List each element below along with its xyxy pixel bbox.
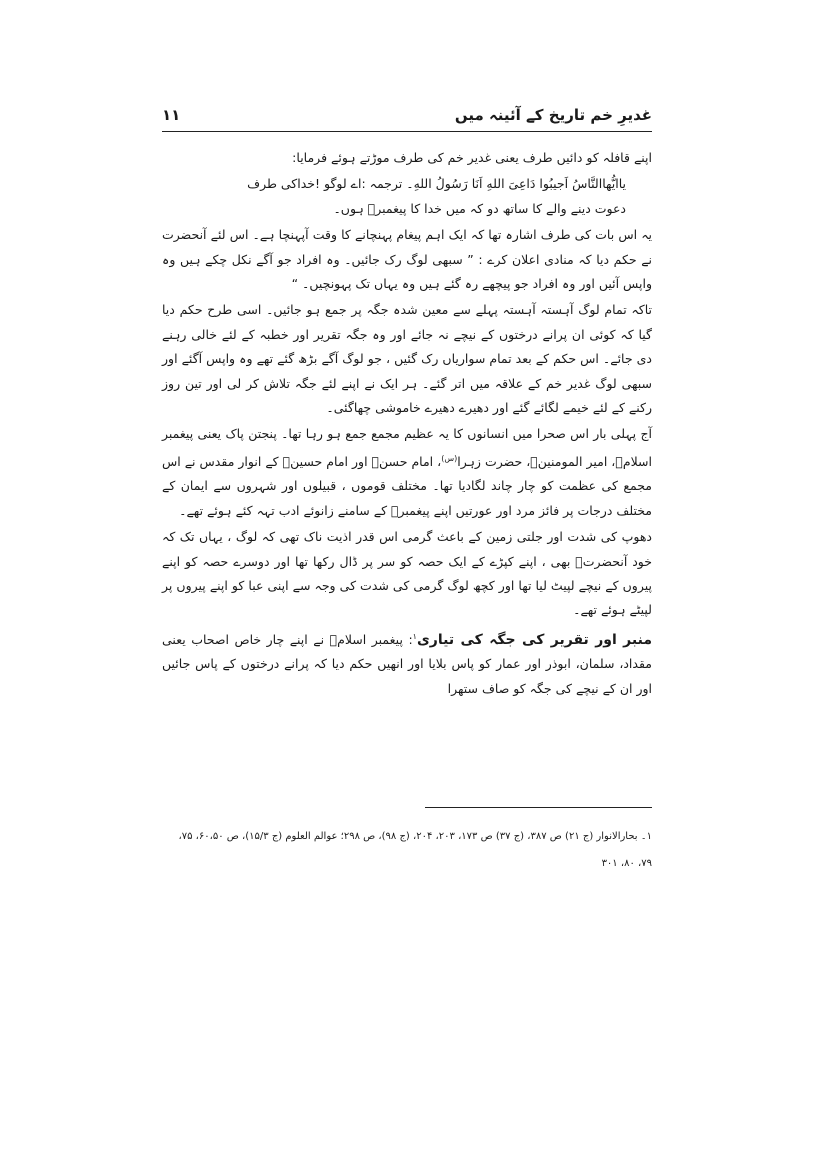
footnote-continuation: ۷۹، ۸۰، ۳۰۱ bbox=[601, 858, 652, 869]
footnote-marker: ۱ bbox=[412, 631, 417, 641]
paragraph bbox=[162, 422, 652, 523]
footnotes bbox=[162, 823, 652, 877]
section-heading: منبر اور تقریر کی جگہ کی تیاری bbox=[416, 632, 652, 649]
body-text bbox=[162, 146, 652, 703]
header-rule bbox=[162, 131, 652, 132]
paragraph-text: : پیغمبر اسلامؐ نے اپنے چار خاص اصحاب یعنی مقداد، سلمان، ابوذر اور عمار کو پاس بلایا اور انھیں حکم دیا کہ پرانے درختوں کے پاس جائیں اور ان کے نیچے کی جگہ کو صاف ستھرا bbox=[162, 632, 652, 696]
running-title: غدیرِ خم تاریخ کے آئینہ میں bbox=[454, 106, 652, 124]
footnote-rule bbox=[425, 807, 652, 808]
quoted-saying bbox=[162, 172, 652, 221]
paragraph bbox=[162, 625, 652, 701]
paragraph-text: آج پہلی بار اس صحرا میں انسانوں کا یہ عظیم مجمع جمع ہو رہا تھا۔ پنجتن پاک یعنی پیغمبر اسلامؐ، امیر المومنینؑ، حضرت زہرا bbox=[162, 426, 652, 470]
intro-line: اپنے قافلہ کو دائیں طرف یعنی غدیر خم کی طرف موڑتے ہوئے فرمایا: bbox=[292, 150, 652, 165]
paragraph: تاکہ تمام لوگ آہستہ آہستہ پہلے سے معین شدہ جگہ پر جمع ہو جائیں۔ اسی طرح حکم دیا گیا کہ کوئی ان پرانے درختوں کے نیچے نہ جائے اور وہ جگہ تقریر اور خطبہ کے لئے خالی رہنے دی جائے۔ اس حکم کے بعد تمام سواریاں رک گئیں ، جو لوگ آگے بڑھ گئے تھے وہ واپس آگئے اور سبھی لوگ غدیر خم کے علاقہ میں اتر گئے۔ ہر ایک نے اپنے لئے جگہ تلاش کر لی اور تین روز رکنے کے لئے خیمے لگائے گئے اور دھیرے دھیرے خاموشی چھاگئی۔ bbox=[162, 302, 652, 416]
page-header bbox=[162, 106, 652, 128]
footnote: ۱۔ بحارالانوار (ج ۲۱) ص ۳۸۷، (ج ۳۷) ص ۱۷۳، ۲۰۳، ۲۰۴، (ج ۹۸)، ص ۲۹۸؛ عوالم العلوم (ج ۱۵/۳)، ص ۶۰،۵۰، ۷۵، bbox=[178, 831, 652, 842]
page-number: ۱۱ bbox=[162, 106, 181, 124]
paragraph: دھوپ کی شدت اور جلتی زمین کے باعث گرمی اس قدر اذیت ناک تھی کہ لوگ ، یہاں تک کہ خود آنحضرتؐ بھی ، اپنے کپڑے کے ایک حصہ کو سر پر ڈال رکھا تھا اور دوسرے حصہ کو اپنے پیروں کے نیچے لپیٹ لیا تھا اور کچھ لوگ گرمی کی شدت کی وجہ سے اپنی عبا کو اپنے پیروں پر لپیٹے ہوئے تھے۔ bbox=[162, 529, 652, 618]
quote-line: دعوت دینے والے کا ساتھ دو کہ میں خدا کا پیغمبرؐ ہوں۔ bbox=[333, 200, 626, 216]
quote-line: یاایُّهاالنَّاسُ اَجیبُوا دَاعِیَ اللهِ اَنَا رَسُولُ اللهِ۔ ترجمہ :اے لوگو !خداکی طرف bbox=[247, 176, 626, 192]
paragraph-text: ، امام حسنؑ اور امام حسینؑ کے انوار مقدس نے اس مجمع کی عظمت کو چار چاند لگادیا تھا۔ مختلف قوموں ، قبیلوں اور شہروں سے ایمان کے مختلف درجات پر فائز مرد اور عورتیں اپنے پیغمبرؐ کے سامنے زانوئے ادب تہہ کئے ہوئے تھے۔ bbox=[162, 454, 652, 518]
paragraph: یہ اس بات کی طرف اشارہ تھا کہ ایک اہم پیغام پہنچانے کا وقت آپہنچا ہے۔ اس لئے آنحضرت نے حکم دیا کہ منادی اعلان کرے : ” سبھی لوگ رک جائیں۔ وہ افراد جو آگے نکل چکے ہیں وہ واپس آئیں اور وہ افراد جو پیچھے رہ گئے ہیں وہ یہاں تک پہونچیں۔ “ bbox=[162, 227, 652, 292]
honorific-mark: (س) bbox=[441, 453, 458, 463]
